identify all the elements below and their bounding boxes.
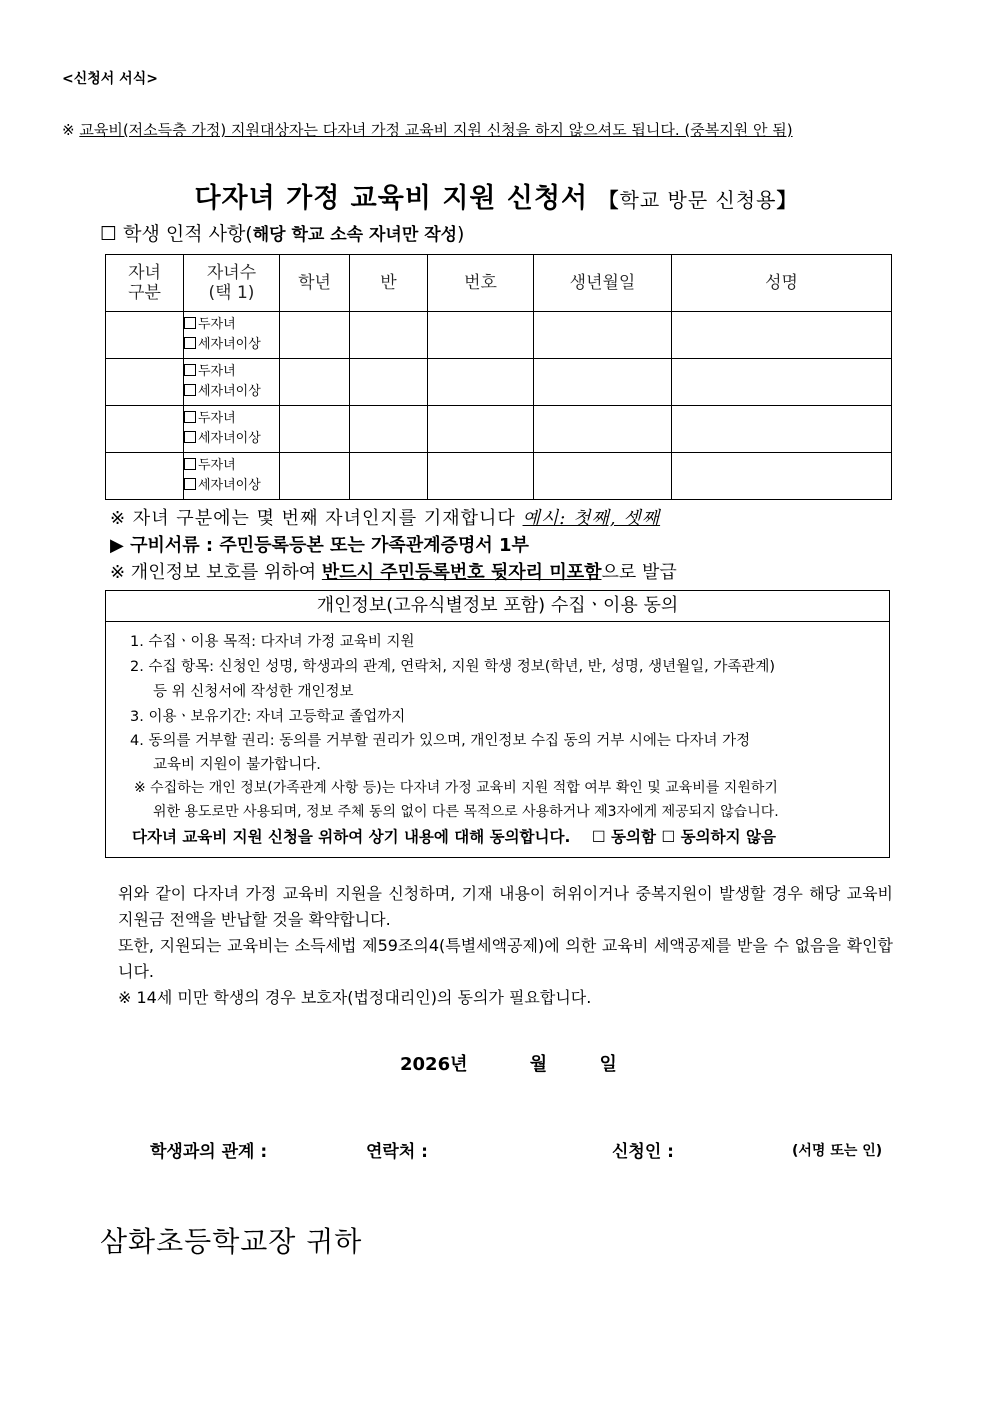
- cell-name[interactable]: [672, 359, 892, 406]
- cell-class[interactable]: [350, 453, 428, 500]
- date-day: 일: [599, 1054, 617, 1075]
- agree-no-checkbox[interactable]: ☐ 동의하지 않음: [661, 828, 776, 846]
- checkbox-icon[interactable]: [184, 364, 196, 376]
- cell-name[interactable]: [672, 406, 892, 453]
- title-bracket-open: 【: [598, 188, 620, 212]
- cell-child-order[interactable]: [106, 359, 184, 406]
- notice: [62, 119, 793, 140]
- section-label-close: ): [457, 223, 465, 245]
- notice-mark: ※: [62, 121, 75, 139]
- pledge-note: ※ 14세 미만 학생의 경우 보호자(법정대리인)의 동의가 필요합니다.: [118, 988, 592, 1007]
- cell-number[interactable]: [428, 312, 534, 359]
- header-class: 반: [350, 255, 428, 312]
- consent-note-cont: 위한 용도로만 사용되며, 정보 주체 동의 없이 다른 목적으로 사용하거나 제3자에게 제공되지 않습니다.: [153, 804, 779, 820]
- cell-child-order[interactable]: [106, 406, 184, 453]
- note-privacy: ※ 개인정보 보호를 위하여 반드시 주민등록번호 뒷자리 미포함으로 발급: [110, 562, 677, 583]
- notice-text: 교육비(저소득층 가정) 지원대상자는 다자녀 가정 교육비 지원 신청을 하지 않으셔도 됩니다. (중복지원 안 됨): [79, 121, 793, 139]
- option-two-children[interactable]: 두자녀: [184, 456, 279, 476]
- relation-label: 학생과의 관계 :: [150, 1142, 268, 1162]
- cell-class[interactable]: [350, 312, 428, 359]
- page-title: [0, 176, 992, 215]
- header-grade: 학년: [280, 255, 350, 312]
- student-table: [105, 254, 892, 500]
- cell-name[interactable]: [672, 453, 892, 500]
- cell-birthdate[interactable]: [534, 312, 672, 359]
- checkbox-icon[interactable]: [184, 411, 196, 423]
- cell-class[interactable]: [350, 406, 428, 453]
- header-birthdate: 생년월일: [534, 255, 672, 312]
- option-three-plus[interactable]: 세자녀이상: [184, 335, 279, 355]
- cell-grade[interactable]: [280, 312, 350, 359]
- option-three-plus[interactable]: 세자녀이상: [184, 429, 279, 449]
- application-date: [400, 1050, 617, 1076]
- section-student-info: [100, 219, 464, 246]
- note-privacy-emphasis: 반드시 주민등록번호 뒷자리 미포함: [321, 562, 602, 583]
- table-row: [106, 406, 892, 453]
- date-year: 2026년: [400, 1054, 468, 1075]
- cell-birthdate[interactable]: [534, 359, 672, 406]
- cell-child-order[interactable]: [106, 453, 184, 500]
- title-main: 다자녀 가정 교육비 지원 신청서: [194, 183, 589, 214]
- option-two-children[interactable]: 두자녀: [184, 409, 279, 429]
- agree-yes-checkbox[interactable]: ☐ 동의함: [591, 828, 656, 846]
- title-sub: 학교 방문 신청용: [619, 188, 777, 212]
- pledge-paragraph-1: 위와 같이 다자녀 가정 교육비 지원을 신청하며, 기재 내용이 허위이거나 중복지원이 발생할 경우 해당 교육비 지원금 전액을 반납할 것을 확약합니다.: [118, 884, 893, 929]
- cell-child-count: [184, 359, 280, 406]
- checkbox-icon[interactable]: [184, 458, 196, 470]
- sign-note: (서명 또는 인): [792, 1143, 883, 1159]
- option-three-plus[interactable]: 세자녀이상: [184, 382, 279, 402]
- cell-number[interactable]: [428, 359, 534, 406]
- option-three-plus[interactable]: 세자녀이상: [184, 476, 279, 496]
- addressee: 삼화초등학교장 귀하: [100, 1225, 363, 1258]
- cell-number[interactable]: [428, 406, 534, 453]
- note-example: 예시: 첫째, 셋째: [522, 508, 661, 529]
- section-label: 학생 인적 사항(: [123, 223, 253, 245]
- table-row: [106, 359, 892, 406]
- section-box-icon: ☐: [100, 223, 118, 245]
- cell-child-count: [184, 453, 280, 500]
- checkbox-icon[interactable]: [184, 384, 196, 396]
- cell-grade[interactable]: [280, 406, 350, 453]
- cell-birthdate[interactable]: [534, 406, 672, 453]
- cell-birthdate[interactable]: [534, 453, 672, 500]
- title-bracket-close: 】: [776, 188, 798, 212]
- cell-child-order[interactable]: [106, 312, 184, 359]
- pledge-paragraph-2: 또한, 지원되는 교육비는 소득세법 제59조의4(특별세액공제)에 의한 교육비 세액공제를 받을 수 없음을 확인합니다.: [118, 936, 893, 981]
- header-child-count: 자녀수 (택 1): [184, 255, 280, 312]
- consent-item-3: 3. 이용ㆍ보유기간: 자녀 고등학교 졸업까지: [130, 709, 406, 725]
- consent-item-4: 4. 동의를 거부할 권리: 동의를 거부할 권리가 있으며, 개인정보 수집 동의 거부 시에는 다자녀 가정: [130, 733, 751, 749]
- applicant-label: 신청인 :: [612, 1142, 674, 1162]
- cell-number[interactable]: [428, 453, 534, 500]
- note-documents: ▶ 구비서류 : 주민등록등본 또는 가족관계증명서 1부: [110, 535, 529, 556]
- header-number: 번호: [428, 255, 534, 312]
- table-row: [106, 312, 892, 359]
- checkbox-icon[interactable]: [184, 317, 196, 329]
- consent-item-2: 2. 수집 항목: 신청인 성명, 학생과의 관계, 연락처, 지원 학생 정보(학년, 반, 성명, 생년월일, 가족관계): [130, 659, 776, 675]
- consent-title: 개인정보(고유식별정보 포함) 수집ㆍ이용 동의: [106, 591, 889, 622]
- section-label-bold: 해당 학교 소속 자녀만 작성: [252, 225, 458, 245]
- consent-agree-line: [132, 825, 776, 847]
- cell-class[interactable]: [350, 359, 428, 406]
- header-child-order: 자녀 구분: [106, 255, 184, 312]
- cell-child-count: [184, 406, 280, 453]
- table-header-row: [106, 255, 892, 312]
- cell-grade[interactable]: [280, 453, 350, 500]
- consent-agree-text: 다자녀 교육비 지원 신청을 위하여 상기 내용에 대해 동의합니다.: [132, 828, 571, 846]
- checkbox-icon[interactable]: [184, 478, 196, 490]
- form-tag: <신청서 서식>: [62, 71, 158, 87]
- checkbox-icon[interactable]: [184, 431, 196, 443]
- consent-box: [105, 590, 890, 858]
- contact-label: 연락처 :: [366, 1142, 428, 1162]
- note-child-order: ※ 자녀 구분에는 몇 번째 자녀인지를 기재합니다 예시: 첫째, 셋째: [110, 508, 661, 529]
- cell-name[interactable]: [672, 312, 892, 359]
- date-month: 월: [529, 1054, 548, 1075]
- consent-item-1: 1. 수집ㆍ이용 목적: 다자녀 가정 교육비 지원: [130, 634, 415, 650]
- cell-grade[interactable]: [280, 359, 350, 406]
- option-two-children[interactable]: 두자녀: [184, 315, 279, 335]
- consent-note: ※ 수집하는 개인 정보(가족관계 사항 등)는 다자녀 가정 교육비 지원 적합 여부 확인 및 교육비를 지원하기: [134, 780, 778, 796]
- checkbox-icon[interactable]: [184, 337, 196, 349]
- cell-child-count: [184, 312, 280, 359]
- header-name: 성명: [672, 255, 892, 312]
- consent-item-2-cont: 등 위 신청서에 작성한 개인정보: [153, 684, 354, 700]
- option-two-children[interactable]: 두자녀: [184, 362, 279, 382]
- table-row: [106, 453, 892, 500]
- consent-item-4-cont: 교육비 지원이 불가합니다.: [153, 757, 321, 773]
